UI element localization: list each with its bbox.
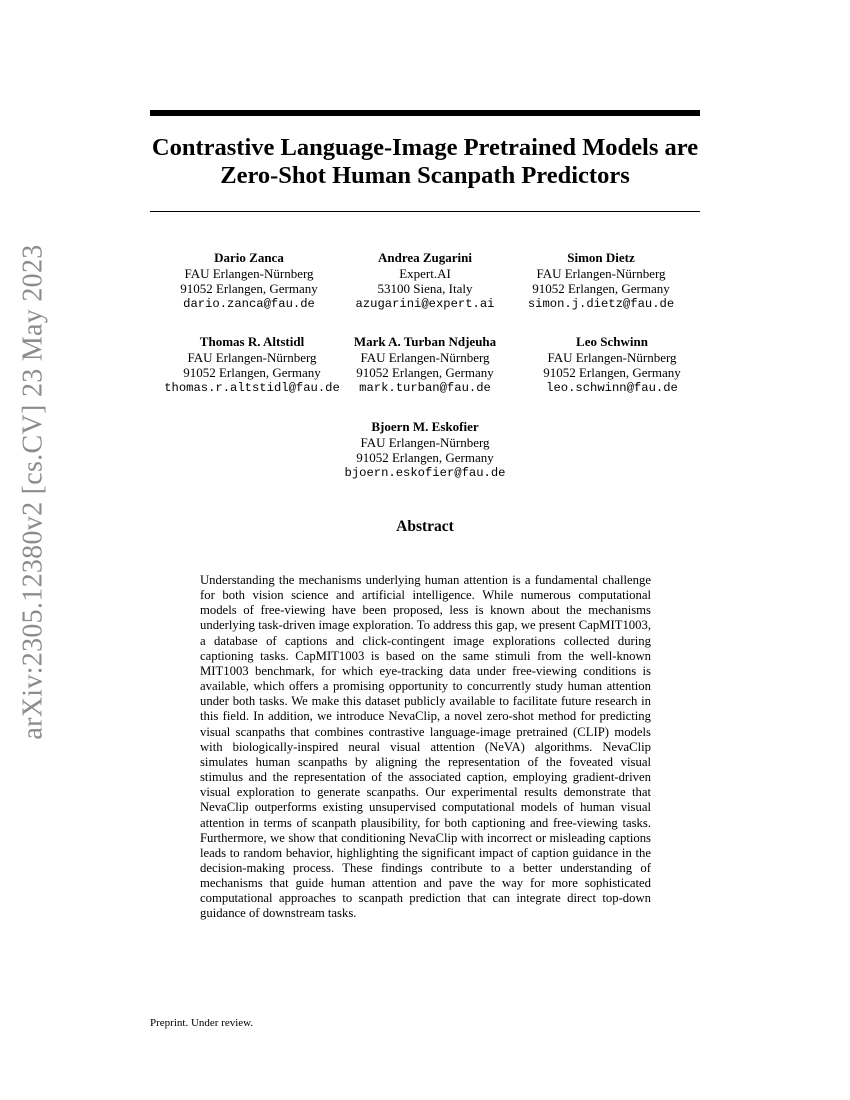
abstract-text: Understanding the mechanisms underlying human attention is a fundamental challenge for both vision science and artificial intelligence. While numerous computational models of free-viewing have been proposed, less is known about the mechanisms underlying task-driven image exploration. To address this gap, we present CapMIT1003, a database of captions and click-contingent image explorations collected during captioning tasks. CapMIT1003 is based on the same stimuli from the well-known MIT1003 benchmark, for which eye-tracking data under free-viewing conditions is available, which offers a promising opportunity to concurrently study human attention under both tasks. We make this dataset publicly available to facilitate future research in this field. In addition, we introduce NevaClip, a novel zero-shot method for predicting visual scanpaths that combines contrastive language-image pretrained (CLIP) models with biologically-inspired neural visual attention (NeVA) algorithms. NevaClip simulates human scanpaths by aligning the representation of the foveated visual stimulus and the representation of the associated caption, employing gradient-driven visual exploration to generate scanpaths. Our experimental results demonstrate that NevaClip outperforms existing unsupervised computational models of human visual attention in terms of scanpath plausibility, for both captioning and free-viewing tasks. Furthermore, we show that conditioning NevaClip with incorrect or misleading captions leads to random behavior, highlighting the significant impact of caption guidance in the decision-making process. These findings contribute to a better understanding of mechanisms that guide human attention and pave the way for more sophisticated computational approaches to scanpath prediction that can integrate direct top-down guidance of downstream tasks. bbox=[200, 573, 651, 921]
author-address: 91052 Erlangen, Germany bbox=[532, 281, 670, 296]
author-affiliation: FAU Erlangen-Nürnberg bbox=[184, 265, 314, 281]
author-name: Mark A. Turban Ndjeuha bbox=[353, 334, 497, 349]
author-address: 91052 Erlangen, Germany bbox=[543, 365, 681, 380]
author-affiliation: FAU Erlangen-Nürnberg bbox=[547, 349, 677, 365]
author-email[interactable]: simon.j.dietz@fau.de bbox=[527, 296, 675, 311]
author-name: Dario Zanca bbox=[214, 250, 284, 265]
author-address: 91052 Erlangen, Germany bbox=[183, 365, 321, 380]
title-line-1: Contrastive Language-Image Pretrained Models are bbox=[151, 134, 699, 161]
author-address: 91052 Erlangen, Germany bbox=[356, 365, 494, 380]
author-block bbox=[522, 334, 702, 396]
preprint-note: Preprint. Under review. bbox=[150, 1017, 254, 1029]
author-name: Andrea Zugarini bbox=[377, 250, 473, 265]
author-affiliation: FAU Erlangen-Nürnberg bbox=[360, 349, 490, 365]
author-email[interactable]: dario.zanca@fau.de bbox=[183, 296, 315, 311]
author-name: Bjoern M. Eskofier bbox=[371, 419, 479, 434]
author-name: Thomas R. Altstidl bbox=[199, 334, 305, 349]
author-affiliation: Expert.AI bbox=[399, 265, 451, 281]
author-name: Simon Dietz bbox=[567, 250, 635, 265]
author-address: 53100 Siena, Italy bbox=[377, 281, 473, 296]
arxiv-stamp-text[interactable]: arXiv:2305.12380v2 [cs.CV] 23 May 2023 bbox=[18, 244, 49, 740]
title-line-2: Zero-Shot Human Scanpath Predictors bbox=[220, 162, 630, 189]
author-email[interactable]: mark.turban@fau.de bbox=[359, 380, 491, 395]
author-block bbox=[334, 250, 516, 312]
author-email[interactable]: thomas.r.altstidl@fau.de bbox=[164, 380, 340, 395]
title-top-rule bbox=[150, 110, 700, 116]
author-email[interactable]: azugarini@expert.ai bbox=[355, 296, 495, 311]
author-block bbox=[158, 250, 340, 312]
author-block bbox=[344, 334, 506, 396]
paper-title bbox=[150, 134, 700, 190]
author-affiliation: FAU Erlangen-Nürnberg bbox=[536, 265, 666, 281]
author-email[interactable]: bjoern.eskofier@fau.de bbox=[344, 465, 506, 480]
author-block bbox=[156, 334, 348, 396]
author-affiliation: FAU Erlangen-Nürnberg bbox=[187, 349, 317, 365]
author-address: 91052 Erlangen, Germany bbox=[180, 281, 318, 296]
arxiv-stamp[interactable] bbox=[12, 244, 56, 740]
author-name: Leo Schwinn bbox=[576, 334, 648, 349]
author-block bbox=[334, 419, 516, 481]
author-address: 91052 Erlangen, Germany bbox=[356, 450, 494, 465]
abstract-heading: Abstract bbox=[396, 518, 454, 535]
author-block bbox=[510, 250, 692, 312]
author-email[interactable]: leo.schwinn@fau.de bbox=[546, 380, 678, 395]
author-affiliation: FAU Erlangen-Nürnberg bbox=[360, 434, 490, 450]
title-bottom-rule bbox=[150, 211, 700, 212]
